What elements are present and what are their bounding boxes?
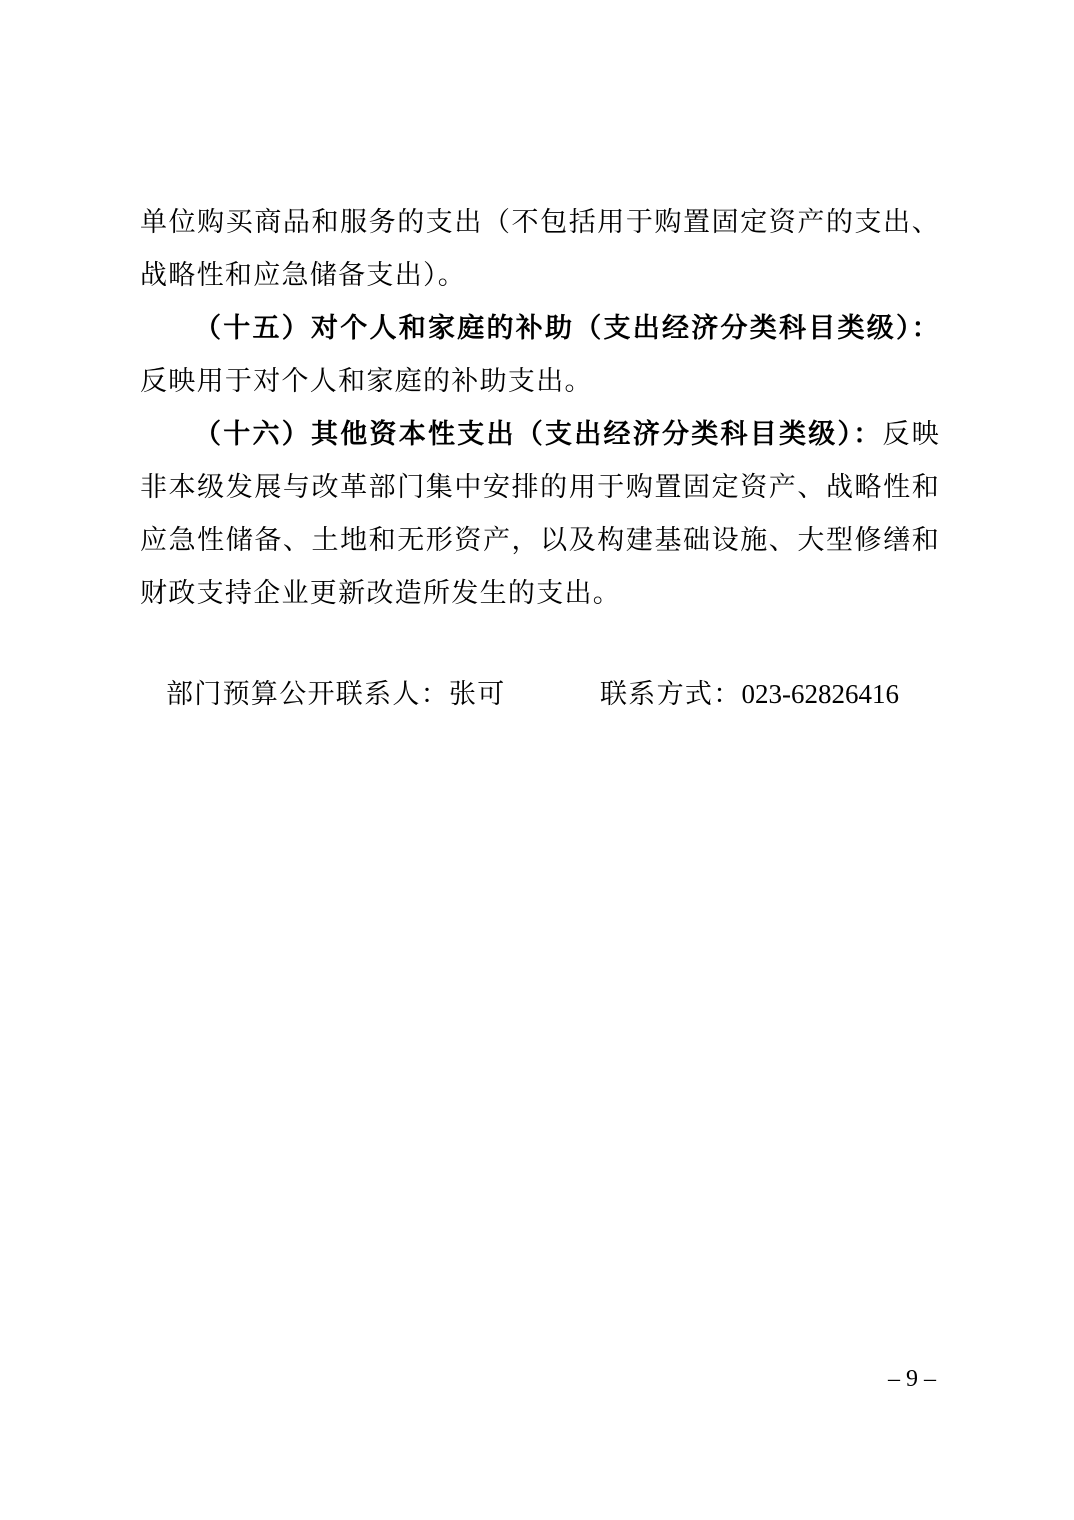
paragraph-continuation-text: 单位购买商品和服务的支出（不包括用于购置固定资产的支出、战略性和应急储备支出）。 [140, 207, 940, 291]
contact-person-label: 部门预算公开联系人： [166, 679, 449, 710]
page-number: – 9 – [888, 1366, 936, 1392]
paragraph-item-15 [140, 302, 940, 408]
item-15-heading: （十五）对个人和家庭的补助（支出经济分类科目类级）： [194, 313, 940, 344]
contact-person-name: 张可 [449, 679, 506, 710]
item-15-text: 反映用于对个人和家庭的补助支出。 [140, 366, 593, 397]
contact-person-row [166, 668, 506, 721]
item-16-text: 反映非本级发展与改革部门集中安排的用于购置固定资产、战略性和应急性储备、土地和无形资产，以及构建基础设施、大型修缮和财政支持企业更新改造所发生的支出。 [140, 419, 941, 609]
contact-phone-number: 023-62826416 [741, 679, 899, 709]
paragraph-item-16 [140, 408, 940, 620]
contact-phone-label: 联系方式： [600, 679, 742, 710]
item-16-heading: （十六）其他资本性支出（支出经济分类科目类级）： [194, 419, 883, 450]
paragraph-continuation [140, 196, 940, 302]
contact-phone-row [600, 668, 899, 721]
